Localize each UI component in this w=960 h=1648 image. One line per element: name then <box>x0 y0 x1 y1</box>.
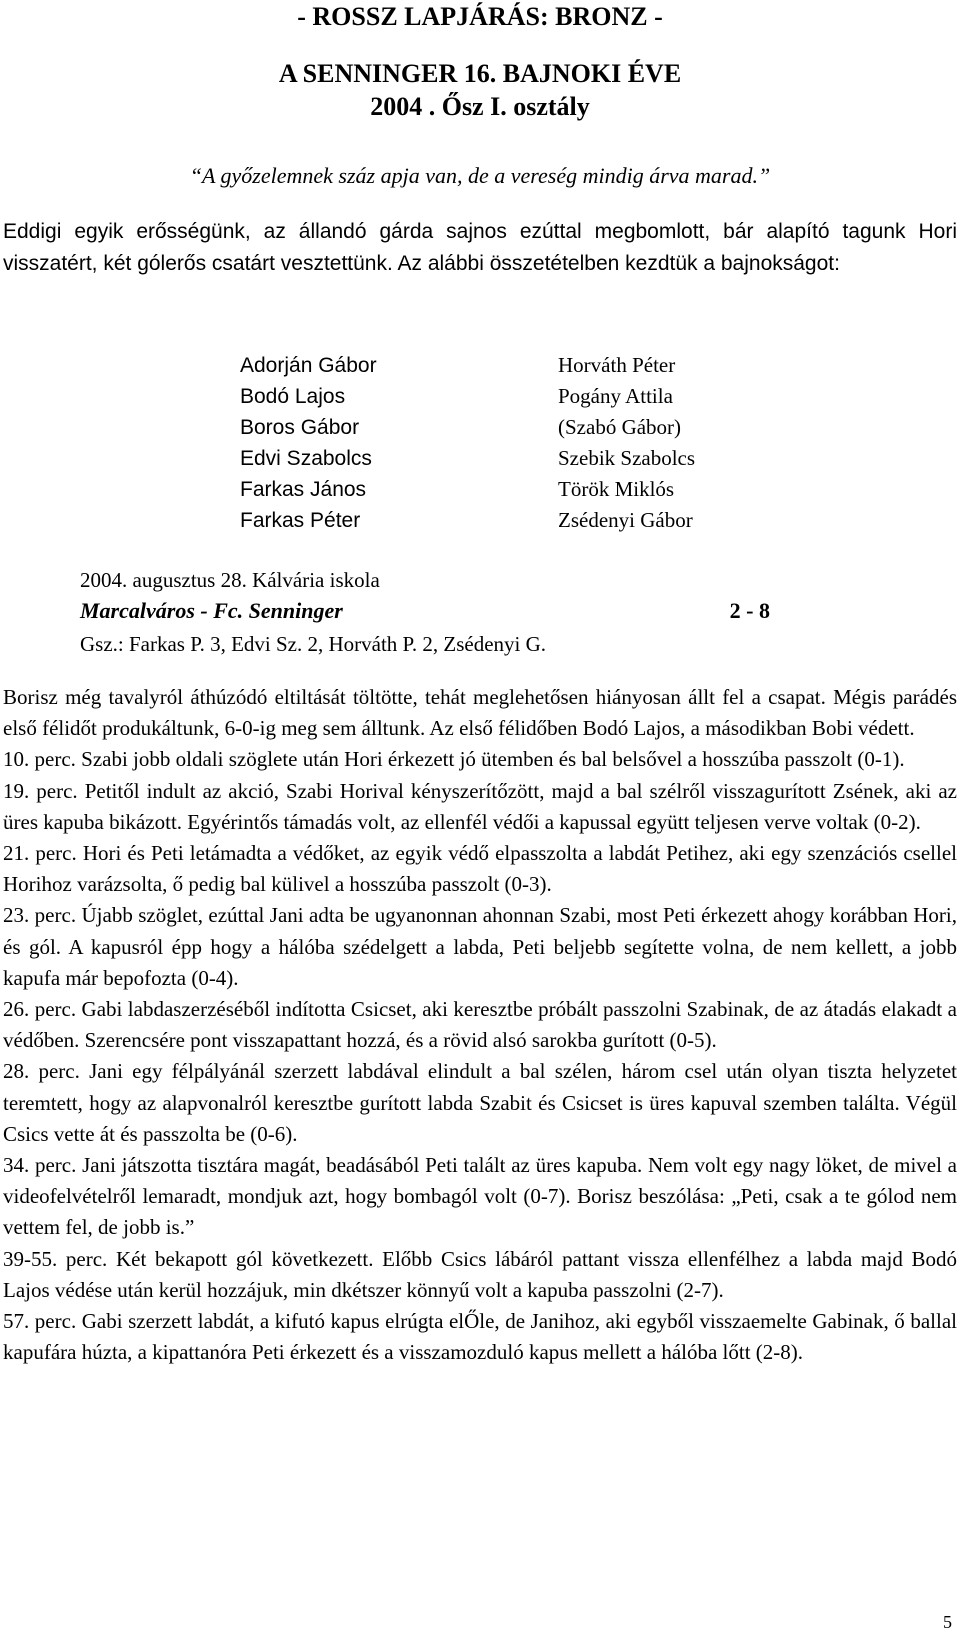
roster-right-column <box>558 350 695 536</box>
report-paragraph: 19. perc. Petitől indult az akció, Szabi Horival kényszerítőzött, majd a bal szélről visszagurított Zsének, aki az üres kapuba bikázott. Egyérintős támadás volt, az ellenfél védői a kapussal együtt teljesen verve voltak (0-2). <box>3 778 957 834</box>
roster-player: Farkas János <box>240 478 367 501</box>
report-paragraph: 26. perc. Gabi labdaszerzéséből indította Csicset, aki keresztbe próbált passzolni Szabinak, de az átadás elakadt a védőben. Szerencsére pont visszapattant hozzá, és a rövid alsó sarokba gurított (0-5). <box>3 997 957 1053</box>
report-paragraph: Borisz még tavalyról áthúzódó eltiltását töltötte, tehát meglehetősen hiányosan állt fel a csapat. Mégis parádés első félidőt produkáltunk, 6-0-ig meg sem álltunk. Az első félidőben Bodó Lajos, a másodikban Bobi védett. <box>3 685 957 741</box>
roster-player: Szebik Szabolcs <box>558 446 696 470</box>
section-title: - ROSSZ LAPJÁRÁS: BRONZ - <box>297 2 663 31</box>
report-paragraph: 39-55. perc. Két bekapott gól következett. Előbb Csics lábáról pattant vissza ellenfélhez a labda majd Bodó Lajos védése után kerül hozzájuk, min dkétszer könnyű volt a kapuba passzolni (2-7). <box>3 1246 957 1302</box>
report-paragraph: 57. perc. Gabi szerzett labdát, a kifutó kapus elrúgta elŐle, de Janihoz, aki egyből visszaemelte Gabinak, ő ballal kapufára húzta, a kipattanóra Peti érkezett és a visszamozduló kapus mellett a hálóba lőtt (2-8). <box>3 1309 957 1365</box>
intro-paragraph: Eddigi egyik erősségünk, az állandó gárda sajnos ezúttal megbomlott, bár alapító tagunk Hori visszatért, két gólerős csatárt vesztettünk. Az alábbi összetételben kezdtük a bajnokságot: <box>3 220 957 275</box>
match-teams: Marcalváros - Fc. Senninger <box>80 598 343 623</box>
report-paragraph: 34. perc. Jani játszotta tisztára magát, beadásából Peti talált az üres kapuba. Nem volt egy nagy löket, de mivel a videofelvételről lemaradt, mondjuk azt, hogy bombagól volt (0-7). Borisz beszólása: „Peti, csak a te gólod nem vettem fel, de jobb is.” <box>3 1153 957 1240</box>
roster-player: Farkas Péter <box>240 509 361 532</box>
roster-player: Edvi Szabolcs <box>240 447 372 470</box>
roster-player: (Szabó Gábor) <box>558 415 682 439</box>
match-report <box>3 682 957 1368</box>
roster-player: Pogány Attila <box>558 384 673 408</box>
report-paragraph: 10. perc. Szabi jobb oldali szöglete után Hori érkezett jó ütemben és bal belsővel a hosszúba passzolt (0-1). <box>3 747 905 772</box>
report-paragraph: 21. perc. Hori és Peti letámadta a védőket, az egyik védő elpasszolta a labdát Petihez, aki egy szenzációs csellel Horihoz varázsolta, ő pedig bal külivel a hosszúba passzolt (0-3). <box>3 841 957 897</box>
match-scorers: Gsz.: Farkas P. 3, Edvi Sz. 2, Horváth P. 2, Zsédenyi G. <box>80 632 547 656</box>
roster-player: Horváth Péter <box>558 353 676 377</box>
page-number: 5 <box>943 1612 952 1632</box>
roster-player: Adorján Gábor <box>240 354 377 377</box>
motto-quote: “A győzelemnek száz apja van, de a vereség mindig árva marad.” <box>189 163 771 188</box>
report-paragraph: 28. perc. Jani egy félpályánál szerzett labdával elindult a bal szélen, három csel után olyan tiszta helyzetet teremtett, hogy az alapvonalról keresztbe gurított labda Szabit és Csicset is üres kapuval szemben találta. Végül Csics vette át és passzolta be (0-6). <box>3 1059 957 1146</box>
match-date-place: 2004. augusztus 28. Kálvária iskola <box>80 568 380 592</box>
roster-player: Bodó Lajos <box>240 385 346 408</box>
roster-player: Török Miklós <box>558 477 675 501</box>
season-title: A SENNINGER 16. BAJNOKI ÉVE <box>278 59 682 88</box>
season-subtitle: 2004 . Ősz I. osztály <box>370 92 590 121</box>
match-result-row <box>80 598 770 624</box>
roster-player: Zsédenyi Gábor <box>558 508 693 532</box>
roster-left-column <box>240 350 377 536</box>
match-score: 2 - 8 <box>729 598 770 623</box>
roster-player: Boros Gábor <box>240 416 360 439</box>
report-paragraph: 23. perc. Újabb szöglet, ezúttal Jani adta be ugyanonnan ahonnan Szabi, most Peti érkezett ahogy korábban Hori, és gól. A kapusról épp hogy a hálóba szédelgett a labda, Peti beljebb segítette volna, de nem kellett, a jobb kapufa már bepofozta (0-4). <box>3 903 957 990</box>
